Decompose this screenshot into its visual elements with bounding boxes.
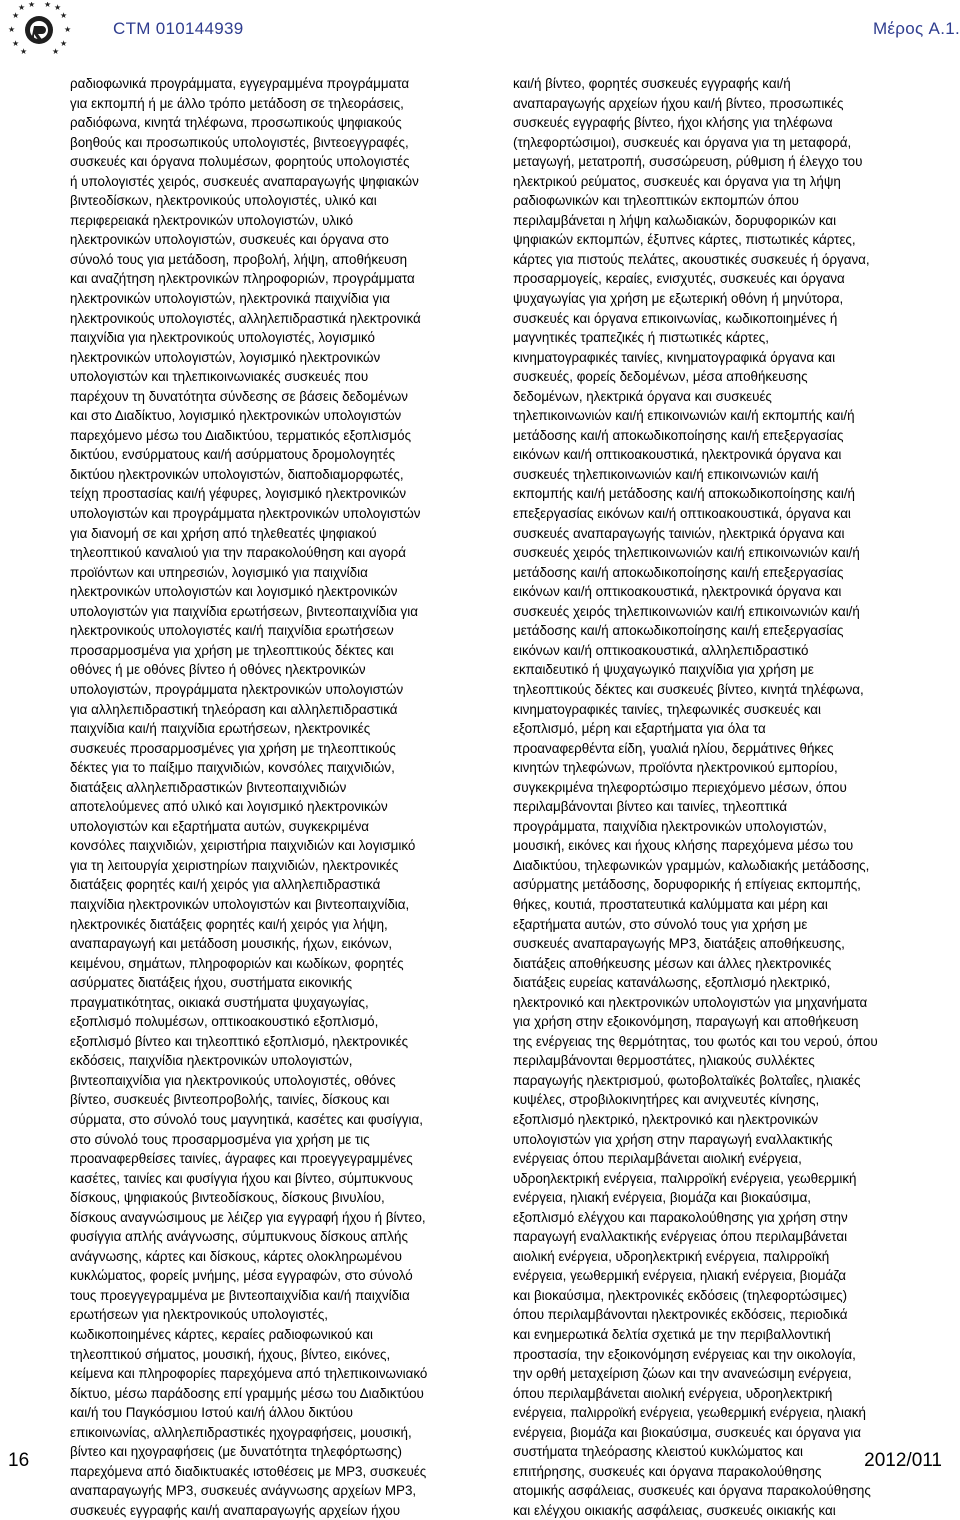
text-line: κινητών τηλεφώνων, προϊόντα ηλεκτρονικού εμπορίου, [513, 760, 838, 776]
text-line: και ελέγχου οικιακής ασφάλειας, συσκευές οικιακής και [513, 1502, 836, 1518]
text-line: κονσόλες παιχνιδιών, χειριστήρια παιχνιδιών και λογισμικό [70, 838, 416, 854]
text-line: αναπαραγωγή και μετάδοση μουσικής, ήχων, εικόνων, [70, 936, 393, 952]
text-line: συσκευές προσαρμοσμένες για χρήση με τηλεοπτικούς [70, 740, 396, 756]
text-line: εικόνων και/ή οπτικοακουστικά, αλληλεπιδραστικό [513, 642, 809, 658]
svg-text:★: ★ [18, 3, 26, 12]
ctm-number: CTM 010144939 [113, 19, 244, 38]
text-line: υπολογιστών και τηλεπικοινωνιακές συσκευές που [70, 369, 369, 385]
text-line: προσαρμοσμένα για χρήση με τηλεοπτικούς δέκτες και [70, 642, 394, 658]
text-line: διατάξεις φορητές και/ή χειρός για αλληλεπιδραστικά [70, 877, 381, 893]
text-line: και/ή βίντεο, φορητές συσκευές εγγραφής και/ή [513, 76, 791, 91]
text-line: υπολογιστών για χρήση στην παραγωγή εναλλακτικής [513, 1131, 833, 1147]
text-line: κινηματογραφικές ταινίες, κινηματογραφικά όργανα και [513, 349, 836, 365]
text-line: ενέργεια, βιομάζα και βιοκαύσιμα, συσκευές και όργανα για [513, 1424, 861, 1440]
text-line: όπου περιλαμβάνεται αιολική ενέργεια, υδροηλεκτρική [513, 1385, 833, 1401]
text-line: προστασία, την εξοικονόμηση ενέργειας και την οικολογία, [513, 1346, 856, 1362]
text-line: φυσίγγια απλής ανάγνωσης, σύμπυκνους δίσκους απλής [70, 1229, 408, 1245]
text-line: ηλεκτρονικούς υπολογιστές και/ή παιχνίδια ερωτήσεων [70, 623, 394, 639]
text-line: διατάξεις αποθήκευσης μέσων και άλλες ηλεκτρονικές [513, 955, 832, 971]
right-text-column [513, 74, 893, 1520]
text-line: τηλεοπτικού καναλιού για την παρακολούθηση και αγορά [70, 545, 407, 561]
text-line: συσκευές, φορείς δεδομένων, μέσα αποθήκευσης [513, 369, 808, 385]
svg-text:★: ★ [54, 3, 62, 12]
part-label: Μέρος A.1. [872, 19, 960, 38]
issue-number: 2012/011 [864, 1450, 942, 1471]
text-line: εξοπλισμό, μέρη και εξαρτήματα για όλα τα [513, 721, 766, 737]
svg-text:★: ★ [12, 11, 20, 20]
text-line: μαγνητικές τραπεζικές ή πιστωτικές κάρτες, [513, 330, 769, 346]
text-line: δικτύου, ενσύρματους και/ή ασύρματους δρομολογητές [70, 447, 396, 463]
text-line: δίκτυο, μέσω παράδοσης επί γραμμής μέσω του Διαδικτύου [70, 1385, 424, 1401]
text-line: δεδομένων, ηλεκτρικά όργανα και συσκευές [513, 388, 772, 404]
text-line: ατομικής ασφάλειας, συσκευές και όργανα παρακολούθησης [513, 1483, 871, 1499]
text-line: επεξεργασίας εικόνων και/ή οπτικοακουστικά, όργανα και [513, 506, 851, 522]
text-line: βιντεοδίσκων, ηλεκτρονικούς υπολογιστές, υλικό και [70, 193, 377, 209]
text-line: βίντεο, συσκευές βιντεοπροβολής, ταινίες, δίσκους και [70, 1092, 390, 1108]
text-line: υπολογιστών και προγράμματα ηλεκτρονικών υπολογιστών [70, 506, 421, 522]
text-line: και ενημερωτικά δελτία σχετικά με την περιβαλλοντική [513, 1327, 831, 1342]
text-line: τείχη προστασίας και/ή γέφυρες, λογισμικό ηλεκτρονικών [70, 486, 407, 502]
text-line: δίσκους αναγνώσιμους με λέιζερ για εγγραφή ήχου ή βίντεο, [70, 1209, 426, 1225]
text-line: παιχνίδια και/ή παιχνίδια ερωτήσεων, ηλεκτρονικές [70, 721, 371, 737]
text-line: συγκεκριμένα τηλεφορτώσιμο περιεχόμενο μέσων, όπου [513, 779, 847, 795]
text-line: προγράμματα, παιχνίδια ηλεκτρονικών υπολογιστών, [513, 818, 827, 834]
svg-text:★: ★ [52, 47, 60, 56]
text-line: συσκευές και όργανα επικοινωνίας, κωδικοποιημένες ή [513, 310, 838, 326]
text-line: διατάξεις αλληλεπιδραστικών βιντεοπαιχνιδιών [70, 779, 347, 795]
text-line: περιφερειακά ηλεκτρονικών υπολογιστών, υλικό [70, 212, 354, 228]
text-line: συστήματα τηλεόρασης κλειστού κυκλώματος και [513, 1444, 803, 1460]
text-line: ηλεκτρονικές διατάξεις φορητές και/ή χειρός για λήψη, [70, 916, 388, 932]
text-line: οθόνες ή με οθόνες βίντεο ή οθόνες ηλεκτρονικών [70, 662, 366, 678]
text-line: κείμενα και πληροφορίες παρεχόμενα από τηλεπικοινωνιακό [70, 1366, 428, 1382]
text-line: ηλεκτρικού ρεύματος, συσκευές και όργανα για τη λήψη [513, 173, 841, 189]
text-line: ανάγνωσης, κάρτες και δίσκους, κάρτες ολοκληρωμένου [70, 1248, 402, 1264]
text-line: τηλεπικοινωνιών και/ή επικοινωνιών και/ή εκπομπής και/ή [513, 408, 855, 424]
text-line: συσκευές τηλεπικοινωνιών και/ή επικοινωνιών και/ή [513, 466, 819, 482]
text-line: ραδιόφωνα, κινητά τηλέφωνα, προσωπικούς ψηφιακούς [70, 115, 402, 131]
text-line: παραγωγής ηλεκτρισμού, φωτοβολταϊκές βολταΐες, ηλιακές [513, 1072, 861, 1088]
text-line: ραδιοφωνικών και τηλεοπτικών εκπομπών όπου [513, 193, 799, 209]
text-line: συσκευές εγγραφής βίντεο, ήχοι κλήσης για τηλέφωνα [513, 115, 833, 131]
text-line: μετάδοσης και/ή αποκωδικοποίησης και/ή επεξεργασίας [513, 427, 844, 443]
text-line: συσκευές και όργανα πολυμέσων, φορητούς υπολογιστές [70, 154, 410, 170]
text-line: εικόνων και/ή οπτικοακουστικά, ηλεκτρονικά όργανα και [513, 584, 842, 600]
text-line: (τηλεφορτώσιμοι), συσκευές και όργανα για τη μεταφορά, [513, 134, 852, 150]
text-line: δικτύου ηλεκτρονικών υπολογιστών, διαποδιαμορφωτές, [70, 466, 404, 482]
page-number: 16 [8, 1450, 30, 1471]
text-line: για διανομή σε και χρήση από τηλεθεατές ψηφιακού [70, 525, 377, 541]
text-line: εκπομπής και/ή μετάδοσης και/ή αποκωδικοποίησης και/ή [513, 486, 855, 502]
text-line: παρεχόμενο μέσω του Διαδικτύου, τερματικός εξοπλισμός [70, 427, 412, 443]
text-line: υπολογιστών και εξαρτήματα αυτών, συγκεκριμένα [70, 818, 370, 834]
text-line: ηλεκτρονικών υπολογιστών, ηλεκτρονικά παιχνίδια για [70, 291, 390, 307]
text-line: εικόνων και/ή οπτικοακουστικά, ηλεκτρονικά όργανα και [513, 447, 842, 463]
text-line: και βιοκαύσιμα, ηλεκτρονικές εκδόσεις (τηλεφορτώσιμες) [513, 1287, 848, 1303]
text-line: εξαρτήματα αυτών, στο σύνολό τους για χρήση με [513, 916, 808, 932]
text-line: όπου περιλαμβάνονται ηλεκτρονικές εκδόσεις, περιοδικά [513, 1307, 848, 1323]
text-line: προαναφερθέντα είδη, γυαλιά ηλίου, δερμάτινες θήκες [513, 740, 834, 756]
text-line: εξοπλισμό ηλεκτρικό, ηλεκτρονικό και ηλεκτρονικών [513, 1111, 819, 1127]
text-line: και στο Διαδίκτυο, λογισμικό ηλεκτρονικών υπολογιστών [70, 408, 402, 424]
text-line: τηλεοπτικούς δέκτες και συσκευές βίντεο, κινητά τηλέφωνα, [513, 681, 864, 697]
text-line: κασέτες, ταινίες και φυσίγγια ήχου και βίντεο, σύμπυκνους [70, 1170, 413, 1186]
text-line: για αλληλεπιδραστική τηλεόραση και αλληλεπιδραστικά [70, 701, 398, 717]
text-line: ασύρματες διατάξεις ήχου, συστήματα εικονικής [70, 975, 353, 991]
text-line: σύνολό τους για μετάδοση, προβολή, λήψη, αποθήκευση [70, 251, 408, 267]
text-line: συσκευές αναπαραγωγής ταινιών, ηλεκτρικά όργανα και [513, 525, 845, 541]
text-line: της ενέργειας της θερμότητας, του φωτός και του νερού, όπου [513, 1033, 878, 1049]
text-line: την ορθή μεταχείριση ζώων και την ανανεώσιμη ενέργεια, [513, 1366, 852, 1382]
text-line: βιντεοπαιχνίδια για ηλεκτρονικούς υπολογιστές, οθόνες [70, 1072, 396, 1088]
text-line: μεταγωγή, μετατροπή, συσσώρευση, ρύθμιση ή έλεγχο του [513, 154, 863, 170]
svg-text:★: ★ [64, 25, 72, 34]
text-line: ηλεκτρονικών υπολογιστών και λογισμικό ηλεκτρονικών [70, 584, 398, 600]
text-line: προϊόντων και υπηρεσιών, λογισμικό για παιχνίδια [70, 564, 368, 580]
text-line: υπολογιστών, προγράμματα ηλεκτρονικών υπολογιστών [70, 681, 404, 697]
text-line: εξοπλισμό βίντεο και τηλεοπτικό εξοπλισμό, ηλεκτρονικές [70, 1033, 409, 1049]
text-line: δίσκους, ψηφιακούς βιντεοδίσκους, δίσκους βινυλίου, [70, 1190, 385, 1206]
text-line: ηλεκτρονικούς υπολογιστές, αλληλεπιδραστικά ηλεκτρονικά [70, 310, 421, 326]
text-line: και αναζήτηση ηλεκτρονικών πληροφοριών, προγράμματα [70, 271, 415, 287]
text-line: εκδόσεις, παιχνίδια ηλεκτρονικών υπολογιστών, [70, 1053, 353, 1069]
text-line: τους προεγγεγραμμένα με βιντεοπαιχνίδια και/ή παιχνίδια [70, 1287, 410, 1303]
text-line: επιτήρησης, συσκευές και όργανα παρακολούθησης [513, 1463, 822, 1479]
text-line: βοηθούς και προσωπικούς υπολογιστές, βιντεοεγγραφές, [70, 134, 409, 150]
text-line: σύρματα, στο σύνολό τους μαγνητικά, κασέτες και φυσίγγια, [70, 1111, 423, 1127]
svg-text:★: ★ [8, 25, 16, 34]
text-line: αποτελούμενες από υλικό και λογισμικό ηλεκτρονικών [70, 799, 388, 815]
text-line: κυψέλες, στροβιλοκινητήρες και ανιχνευτές κίνησης, [513, 1092, 820, 1108]
text-line: ψυχαγωγίας για χρήση με εξωτερική οθόνη ή μηνύτορα, [513, 291, 844, 307]
text-line: αναπαραγωγής MP3, συσκευές ανάγνωσης αρχείων MP3, [70, 1483, 417, 1499]
text-line: ηλεκτρονικών υπολογιστών, λογισμικό ηλεκτρονικών [70, 349, 381, 365]
text-line: μετάδοσης και/ή αποκωδικοποίησης και/ή επεξεργασίας [513, 623, 844, 639]
text-line: επικοινωνίας, αλληλεπιδραστικές ηχογραφήσεις, μουσική, [70, 1424, 412, 1440]
text-line: στο σύνολό τους προσαρμοσμένα για χρήση με τις [70, 1131, 370, 1147]
text-line: ενέργειας όπου περιλαμβάνεται αιολική ενέργεια, [513, 1151, 802, 1167]
text-line: βίντεο και ηχογραφήσεις (με δυνατότητα τηλεφόρτωσης) [70, 1444, 402, 1460]
ohim-logo [4, 2, 74, 58]
left-text-column [70, 74, 460, 1520]
text-line: συσκευές χειρός τηλεπικοινωνιών και/ή επικοινωνιών και/ή [513, 603, 860, 619]
svg-text:★: ★ [44, 2, 52, 9]
text-line: για τη λειτουργία χειριστηρίων παιχνιδιών, ηλεκτρονικές [70, 857, 399, 873]
text-line: συσκευές εγγραφής και/ή αναπαραγωγής αρχείων ήχου [70, 1502, 401, 1518]
svg-text:★: ★ [60, 39, 68, 48]
svg-text:★: ★ [60, 11, 68, 20]
text-line: κυκλώματος, φορείς μνήμης, μέσα εγγραφών, στο σύνολό [70, 1268, 413, 1284]
text-line: προαναφερθείσες ταινίες, άγραφες και προεγγεγραμμένες [70, 1151, 413, 1167]
text-line: προσαρμογείς, κεραίες, ενισχυτές, συσκευές και όργανα [513, 271, 845, 287]
text-line: ηλεκτρονικών υπολογιστών, συσκευές και όργανα στο [70, 232, 389, 248]
text-line: Διαδικτύου, τηλεφωνικών γραμμών, καλωδιακής μετάδοσης, [513, 857, 870, 873]
text-line: εκπαιδευτικό ή ψυχαγωγικό παιχνίδια για χρήση με [513, 662, 814, 678]
text-line: για εκπομπή ή με άλλο τρόπο μετάδοση σε τηλεοράσεις, [70, 95, 404, 111]
text-line: παρεχόμενα από διαδικτυακές ιστοθέσεις με MP3, συσκευές [70, 1463, 427, 1479]
text-line: αναπαραγωγής αρχείων ήχου και/ή βίντεο, προσωπικές [513, 95, 844, 111]
text-line: συσκευές χειρός τηλεπικοινωνιών και/ή επικοινωνιών και/ή [513, 545, 860, 561]
text-line: υδροηλεκτρική ενέργεια, παλιρροϊκή ενέργεια, γεωθερμική [513, 1170, 857, 1186]
text-line: τηλεοπτικού σήματος, μουσική, ήχους, βίντεο, εικόνες, [70, 1346, 391, 1362]
text-line: διατάξεις ευρείας κατανάλωσης, εξοπλισμό ηλεκτρικό, [513, 975, 831, 991]
text-line: μετάδοσης και/ή αποκωδικοποίησης και/ή επεξεργασίας [513, 564, 844, 580]
text-line: ή υπολογιστές χειρός, συσκευές αναπαραγωγής ψηφιακών [70, 173, 419, 189]
text-line: ενέργεια, παλιρροϊκή ενέργεια, γεωθερμική ενέργεια, ηλιακή [513, 1405, 866, 1421]
text-line: κάρτες για πιστούς πελάτες, ακουστικές συσκευές ή όργανα, [513, 251, 870, 267]
text-line: ασύρματης μετάδοσης, δορυφορικής ή επίγειας εκπομπής, [513, 877, 861, 893]
text-line: υπολογιστών για παιχνίδια ερωτήσεων, βιντεοπαιχνίδια για [70, 603, 418, 619]
text-line: παρέχουν τη δυνατότητα σύνδεσης σε βάσεις δεδομένων [70, 388, 408, 404]
text-line: πραγματικότητας, οικιακά συστήματα ψυχαγωγίας, [70, 994, 369, 1010]
text-line: κωδικοποιημένες κάρτες, κεραίες ραδιοφωνικού και [70, 1327, 373, 1342]
text-line: μουσική, εικόνες και ήχους κλήσης παρεχόμενα μέσω του [513, 838, 854, 854]
svg-text:★: ★ [28, 2, 36, 9]
text-line: περιλαμβάνεται η λήψη καλωδιακών, δορυφορικών και [513, 212, 837, 228]
text-line: παραγωγή εναλλακτικής ενέργειας όπου περιλαμβάνεται [513, 1229, 848, 1245]
text-line: κινηματογραφικές ταινίες, τηλεφωνικές συσκευές και [513, 701, 821, 717]
text-line: ενέργεια, ηλιακή ενέργεια, βιομάζα και βιοκαύσιμα, [513, 1190, 812, 1206]
text-line: και/ή του Παγκόσμιου Ιστού και/ή άλλου δικτύου [70, 1405, 353, 1421]
text-line: για χρήση στην εξοικονόμηση, παραγωγή και αποθήκευση [513, 1014, 859, 1030]
text-line: αιολική ενέργεια, υδροηλεκτρική ενέργεια, παλιρροϊκή [513, 1248, 830, 1264]
text-line: δέκτες για το παίξιμο παιχνιδιών, κονσόλες παιχνιδιών, [70, 760, 395, 776]
text-line: παιχνίδια για ηλεκτρονικούς υπολογιστές, λογισμικό [70, 330, 375, 346]
text-line: ηλεκτρονικό και ηλεκτρονικών υπολογιστών για μηχανήματα [513, 994, 868, 1010]
text-line: περιλαμβάνονται βίντεο και ταινίες, τηλεοπτικά [513, 799, 788, 815]
text-line: συσκευές αναπαραγωγής MP3, διατάξεις αποθήκευσης, [513, 936, 845, 952]
svg-text:★: ★ [20, 47, 28, 56]
text-line: εξοπλισμό ελέγχου και παρακολούθησης για χρήση στην [513, 1209, 848, 1225]
svg-text:★: ★ [12, 39, 20, 48]
text-line: κειμένου, σημάτων, πληροφοριών και κωδίκων, φορητές [70, 955, 404, 971]
text-line: ενέργεια, γεωθερμική ενέργεια, ηλιακή ενέργεια, βιομάζα [513, 1268, 846, 1284]
text-line: εξοπλισμό πολυμέσων, οπτικοακουστικό εξοπλισμό, [70, 1014, 379, 1030]
text-line: παιχνίδια ηλεκτρονικών υπολογιστών και βιντεοπαιχνίδια, [70, 896, 410, 912]
text-line: ραδιοφωνικά προγράμματα, εγγεγραμμένα προγράμματα [70, 76, 410, 91]
text-line: ψηφιακών εκπομπών, έξυπνες κάρτες, πιστωτικές κάρτες, [513, 232, 856, 248]
text-line: περιλαμβάνονται θερμοστάτες, ηλιακούς συλλέκτες [513, 1053, 815, 1069]
text-line: θήκες, κουτιά, προστατευτικά καλύμματα και μέρη και [513, 896, 828, 912]
text-line: ερωτήσεων για ηλεκτρονικούς υπολογιστές, [70, 1307, 329, 1323]
